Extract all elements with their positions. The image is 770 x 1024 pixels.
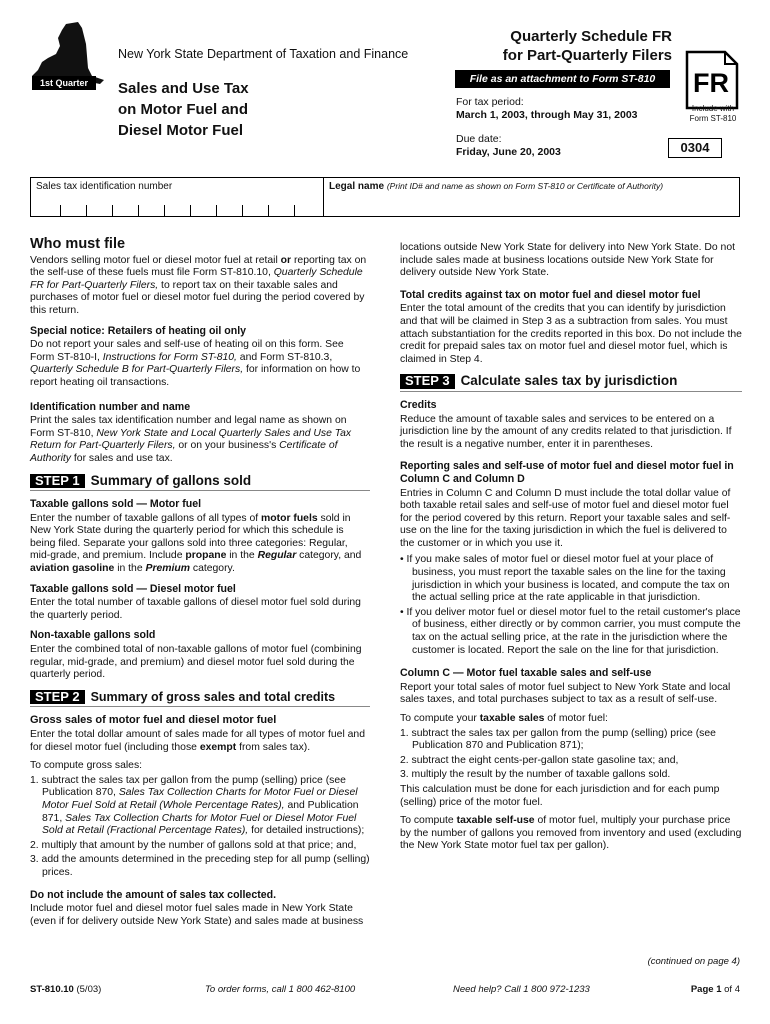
document-fr-icon — [685, 50, 739, 110]
diesel-gallons-heading: Taxable gallons sold — Diesel motor fuel — [30, 582, 236, 595]
total-credits-text: Enter the total amount of the credits that you can identify by jurisdiction and that will be claimed in Step 3 as a subtraction from sales. You must attach substantiation for the credits reported in this box. Do not include the credit for prepaid sales tax on motor fuel and diesel motor fuel, which is claimed in Step 4. — [400, 303, 742, 365]
due-date-value: Friday, June 20, 2003 — [456, 146, 561, 158]
list-item: 2. multiply that amount by the number of gallons sold at that price; and, — [30, 839, 357, 851]
id-box-divider — [323, 177, 324, 217]
step-2-badge: STEP 2 — [30, 690, 85, 705]
schedule-title: Quarterly Schedule FR for Part-Quarterly Filers — [502, 28, 672, 64]
left-column — [30, 238, 370, 928]
step-2-header — [30, 690, 370, 708]
step-3-badge: STEP 3 — [400, 374, 455, 389]
svg-text:FR: FR — [693, 68, 729, 98]
step-1-header — [30, 474, 370, 492]
form-number: ST-810.10 (5/03) — [30, 984, 102, 995]
form-title: Sales and Use Tax on Motor Fuel and Diesel Motor Fuel — [118, 80, 249, 139]
step-1-title: Summary of gallons sold — [90, 472, 252, 488]
identification-text: Print the sales tax identification number and legal name as shown on Form ST-810, New York State and Local Quarterly Sales and Use Tax Return for Part-Quarterly Filers, or on your business's Certificate of Authority for sales and use tax. — [30, 415, 352, 464]
special-notice-text: Do not report your sales and self-use of heating oil on this form. See Form ST-810-I, Instructions for Form ST-810, and Form ST-810.3, Quarterly Schedule B for Part-Quarterly Filers, for information on how to report heating oil transactions. — [30, 339, 361, 388]
help-phone-note: Need help? Call 1 800 972-1233 — [453, 984, 590, 995]
continued-text: locations outside New York State for delivery into New York State. Do not include sales made at business locations outside New York State for delivery outside New York State. — [400, 242, 735, 279]
motor-fuel-gallons-text: Enter the number of taxable gallons of all types of motor fuels sold in New York State during the quarterly period for which this schedule is being filed. Separate your gallons sold into three categories: Regular, mid-grade, and premium. Include propane in the Regular category, and aviation gasoline in the Premium category. — [30, 512, 362, 575]
who-must-file-text: Vendors selling motor fuel or diesel motor fuel at retail or reporting tax on the self-use of these fuels must file Form ST-810.10, Quarterly Schedule FR for Part-Quarterly Filers, to report tax on their taxable sales and purchases of motor fuel or diesel motor fuel during the period covered by this return. — [30, 254, 367, 316]
list-item: • If you make sales of motor fuel or diesel motor fuel at your place of business, you must report the taxable sales on the line for the taxing jurisdiction in which your business is located, and compute the tax on the actual selling price at the rate applicable in that jurisdiction. — [400, 554, 730, 604]
form-number-box: 0304 — [668, 138, 722, 158]
page-number: Page 1 of 4 — [690, 984, 740, 995]
calculation-note: This calculation must be done for each jurisdiction and for each pump (selling) price of the motor fuel. — [400, 783, 720, 808]
credits-text: Reduce the amount of taxable sales and services to be entered on a jurisdiction line by the amount of any credits related to that jurisdiction. If the result is a negative number, enter it in parentheses. — [400, 413, 732, 450]
reporting-bullets — [400, 554, 742, 657]
list-item: 1. subtract the sales tax per gallon from the pump (selling) price (see Publication 870, Sales Tax Collection Charts for Motor Fuel or Diesel Motor Fuel Sold at Retail (Whole Percentage Rates), and Publication 871, Sales Tax Collection Charts for Motor Fuel or Diesel Motor Fuel Sold at Retail (Fractional Percentage Rates), for detailed instructions); — [30, 774, 365, 837]
credits-heading: Credits — [400, 398, 437, 411]
step-2-title: Summary of gross sales and total credits — [90, 689, 336, 704]
sales-tax-id-label: Sales tax identification number — [36, 181, 173, 192]
tax-period-value: March 1, 2003, through May 31, 2003 — [456, 109, 638, 121]
list-item: 1. subtract the sales tax per gallon from the pump (selling) price (see Publication 870 and Publication 871); — [400, 727, 716, 752]
order-forms-note: To order forms, call 1 800 462-8100 — [205, 984, 356, 995]
do-not-include-note: Do not include the amount of sales tax collected. — [30, 888, 277, 901]
legal-name-label: Legal name (Print ID# and name as shown on Form ST-810 or Certificate of Authority) — [329, 181, 664, 192]
list-item: • If you deliver motor fuel or diesel motor fuel to the retail customer's place of business, either directly or by common carrier, you must compute the tax on the actual selling price, at the rate in the jurisdiction where the customer is located. Report the sale on the line for that jurisdiction. — [400, 606, 741, 656]
tax-period-label: For tax period: — [456, 96, 524, 108]
diesel-gallons-text: Enter the total number of taxable gallons of diesel motor fuel sold during the quarterly period. — [30, 597, 361, 621]
who-must-file-heading: Who must file — [30, 236, 126, 252]
non-taxable-gallons-heading: Non-taxable gallons sold — [30, 629, 156, 642]
right-column — [400, 242, 742, 853]
column-c-text: Report your total sales of motor fuel subject to New York State and local sales taxes, and total purchases subject to tax as a result of self-use. — [400, 681, 731, 706]
quarter-badge: 1st Quarter — [32, 76, 96, 90]
special-notice-heading: Special notice: Retailers of heating oil only — [30, 324, 247, 337]
list-item: 3. multiply the result by the number of taxable gallons sold. — [400, 769, 671, 781]
taxable-sales-steps — [400, 728, 742, 782]
include-sales-text: Include motor fuel and diesel motor fuel sales made in New York State (even if for delivery outside New York State) and sales made at business — [30, 903, 364, 927]
attachment-note: File as an attachment to Form ST-810 — [455, 70, 670, 88]
continued-note: (continued on page 4) — [647, 956, 740, 967]
compute-gross-label: To compute gross sales: — [30, 760, 143, 772]
reporting-text: Entries in Column C and Column D must include the total dollar value of both taxable retail sales and self-use of motor fuel and diesel motor fuel for the period covered by this return. Report your taxable sales and self-use on the line for the taxing jurisdiction in which the fuel is delivered to the customer or in which you use it. — [400, 487, 731, 549]
reporting-heading: Reporting sales and self-use of motor fuel and diesel motor fuel in Column C and Column D — [400, 460, 734, 485]
column-c-heading: Column C — Motor fuel taxable sales and self-use — [400, 667, 652, 680]
compute-taxable-sales-label: To compute your taxable sales of motor fuel: — [400, 713, 608, 724]
gross-sales-text: Enter the total dollar amount of sales made for all types of motor fuel and for diesel motor fuel (including those exempt from sales tax). — [30, 729, 365, 753]
gross-sales-steps — [30, 775, 370, 880]
step-3-title: Calculate sales tax by jurisdiction — [460, 373, 678, 389]
identification-heading: Identification number and name — [30, 400, 191, 413]
list-item: 2. subtract the eight cents-per-gallon state gasoline tax; and, — [400, 754, 679, 766]
gross-sales-heading: Gross sales of motor fuel and diesel motor fuel — [30, 714, 277, 727]
step-3-header — [400, 374, 742, 392]
list-item: 3. add the amounts determined in the preceding step for all pump (selling) prices. — [30, 854, 370, 878]
include-note: Include with Form ST-810 — [689, 104, 737, 123]
total-credits-heading: Total credits against tax on motor fuel and diesel motor fuel — [400, 288, 701, 301]
step-1-badge: STEP 1 — [30, 474, 85, 489]
legal-name-field[interactable] — [330, 195, 735, 215]
motor-fuel-gallons-heading: Taxable gallons sold — Motor fuel — [30, 498, 202, 511]
due-date-label: Due date: — [456, 133, 502, 145]
non-taxable-gallons-text: Enter the combined total of non-taxable gallons of motor fuel (combining regular, mid-grade, and premium) and diesel motor fuel sold during the quarterly period. — [30, 644, 362, 681]
department-name: New York State Department of Taxation and Finance — [118, 47, 409, 61]
self-use-text: To compute taxable self-use of motor fuel, multiply your purchase price by the number of gallons you removed from inventory and used (excluding the New York State motor fuel tax per gallon). — [400, 815, 742, 852]
